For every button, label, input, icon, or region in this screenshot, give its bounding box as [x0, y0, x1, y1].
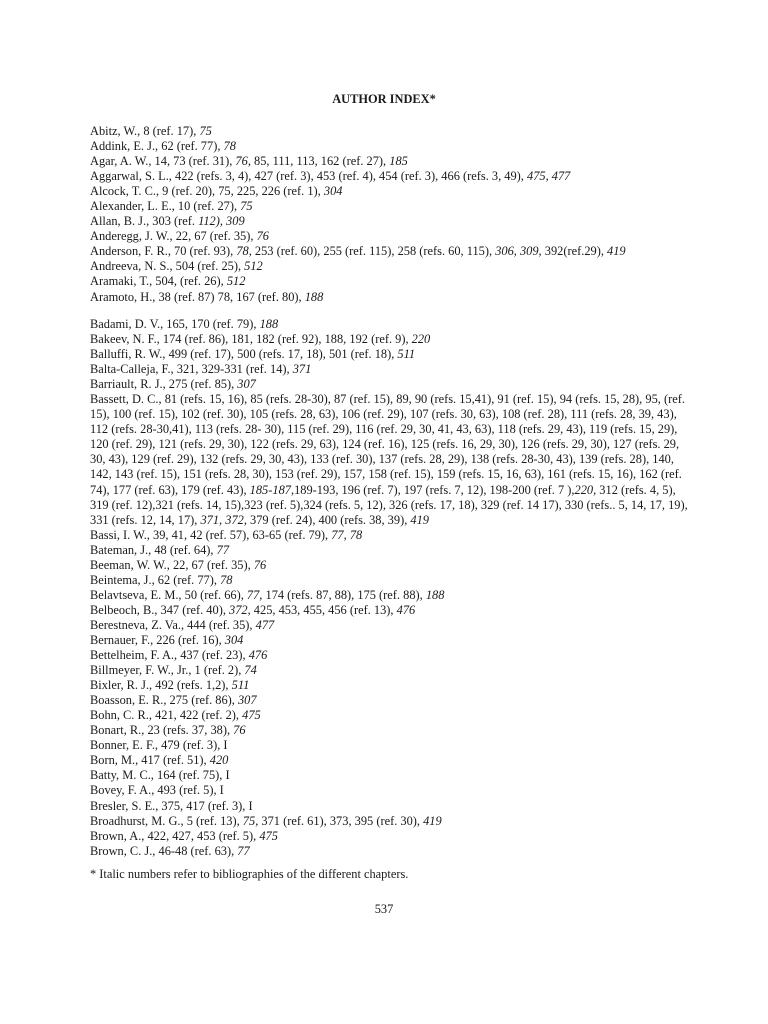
index-entry	[90, 317, 690, 332]
entry-text: Bonner, E. F., 479 (ref. 3), I	[90, 738, 228, 753]
italic-ref: 188	[259, 317, 279, 331]
entry-text: Bresler, S. E., 375, 417 (ref. 3), I	[90, 798, 253, 813]
entry-text: Alexander, L. E., 10 (ref. 27),	[90, 199, 241, 214]
index-entry	[90, 618, 690, 633]
entry-text: Aramaki, T., 504, (ref. 26),	[90, 274, 227, 289]
index-entry	[90, 229, 690, 244]
index-entry	[90, 377, 690, 392]
italic-ref: 76	[256, 229, 269, 244]
index-entry	[90, 558, 690, 573]
entry-text: , 379 (ref. 24), 400 (refs. 38, 39),	[243, 512, 411, 527]
italic-ref: 371	[292, 362, 312, 377]
index-entry	[90, 799, 690, 814]
italic-ref: 476	[396, 602, 416, 617]
entry-text: Bakeev, N. F., 174 (ref. 86), 181, 182 (ref. 92), 188, 192 (ref. 9),	[90, 332, 412, 347]
entry-text: Bateman, J., 48 (ref. 64),	[90, 542, 217, 557]
entry-text: , 174 (refs. 87, 88), 175 (ref. 88),	[259, 587, 426, 602]
entry-text: Born, M., 417 (ref. 51),	[90, 753, 210, 768]
entry-text: Anderson, F. R., 70 (ref. 93),	[90, 244, 237, 259]
entry-text: Aramoto, H., 38 (ref. 87) 78, 167 (ref. 80),	[90, 289, 305, 304]
italic-ref: 512	[226, 274, 246, 289]
index-entry	[90, 648, 690, 663]
index-entry	[90, 184, 690, 199]
index-entry	[90, 362, 690, 377]
italic-ref: 75	[199, 124, 212, 138]
entry-text: 392(ref.29),	[541, 244, 608, 259]
entry-text: Alcock, T. C., 9 (ref. 20), 75, 225, 226 (ref. 1),	[90, 184, 324, 199]
index-entry	[90, 154, 690, 169]
italic-ref: 372	[229, 602, 248, 617]
entry-text: , 85, 111, 113, 162 (ref. 27),	[247, 154, 390, 169]
entry-text: Bixler, R. J., 492 (refs. 1,2),	[90, 678, 232, 693]
entry-text: Brown, A., 422, 427, 453 (ref. 5),	[90, 828, 260, 843]
index-entry	[90, 274, 690, 289]
index-entry	[90, 633, 690, 648]
index-entry	[90, 573, 690, 588]
entry-text: Anderegg, J. W., 22, 67 (ref. 35),	[90, 229, 257, 244]
italic-ref: 511	[397, 347, 416, 362]
italic-ref: 77	[246, 587, 260, 602]
entry-text: Bassett, D. C., 81 (refs. 15, 16), 85 (refs. 28-30), 87 (ref. 15), 89, 90 (refs. 15,41), 91 (ref. 15), 94 (refs. 15, 28), 95, (ref. 15), 100 (ref. 15), 102 (ref. 30), 105 (refs. 28, 63), 106 (ref. 29), 107 (refs. 30, 63), 108 (ref. 28), 111 (refs. 28, 39, 43), 112 (refs. 28-30,41), 113 (refs. 28- 30), 115 (ref. 29), 116 (ref. 29, 30, 41, 43, 63), 118 (refs. 29, 43), 119 (refs. 15, 29), 120 (ref. 29), 121 (refs. 29, 30), 122 (refs. 29, 63), 124 (ref. 16), 125 (refs. 16, 29, 30), 126 (refs. 29, 30), 127 (refs. 29, 30, 43), 129 (ref. 29), 132 (refs. 29, 30, 43), 133 (ref. 30), 137 (refs. 28, 29), 138 (refs. 28-30, 43), 139 (refs. 28), 140, 142, 143 (ref. 15), 151 (refs. 28, 30), 153 (ref. 29), 157, 158 (ref. 15), 159 (refs. 15, 16, 63), 161 (refs. 15, 16), 162 (ref. 74), 177 (ref. 63), 179 (ref. 43),	[90, 392, 685, 497]
italic-ref: 477	[255, 617, 275, 632]
index-entry	[90, 259, 690, 274]
index-entry	[90, 543, 690, 558]
entry-text: Belavtseva, E. M., 50 (ref. 66),	[90, 587, 247, 602]
italic-ref: 419	[607, 244, 626, 259]
index-entry	[90, 693, 690, 708]
entry-text: Belbeoch, B., 347 (ref. 40),	[90, 602, 230, 617]
entry-text: Beintema, J., 62 (ref. 77),	[90, 572, 221, 587]
italic-ref: 475	[242, 708, 261, 723]
index-entry	[90, 588, 690, 603]
italic-ref: 77	[216, 542, 230, 557]
author-list-a	[90, 124, 690, 305]
entry-text: Aggarwal, S. L., 422 (refs. 3, 4), 427 (ref. 3), 453 (ref. 4), 454 (ref. 3), 466 (refs. 3, 49),	[90, 169, 527, 184]
index-entry	[90, 603, 690, 618]
index-entry	[90, 332, 690, 347]
italic-ref: 420	[209, 753, 229, 768]
entry-text: Addink, E. J., 62 (ref. 77),	[90, 139, 224, 154]
entry-text: Balta-Calleja, F., 321, 329-331 (ref. 14),	[90, 362, 293, 377]
italic-ref: 74	[244, 663, 257, 678]
entry-text: , 425, 453, 455, 456 (ref. 13),	[247, 602, 397, 617]
entry-text: , 253 (ref. 60), 255 (ref. 115), 258 (refs. 60, 115),	[248, 244, 496, 259]
entry-text: Bettelheim, F. A., 437 (ref. 23),	[90, 648, 249, 663]
index-entry	[90, 124, 690, 139]
index-entry	[90, 753, 690, 768]
italic-ref: 371, 372	[200, 512, 244, 527]
italic-ref: 476	[248, 648, 268, 663]
italic-ref: 185	[389, 154, 408, 169]
entry-text: Billmeyer, F. W., Jr., 1 (ref. 2),	[90, 663, 245, 678]
index-entry	[90, 829, 690, 844]
entry-text: Bovey, F. A., 493 (ref. 5), I	[90, 783, 224, 798]
entry-text: , 371 (ref. 61), 373, 395 (ref. 30),	[255, 813, 424, 828]
entry-text: ,189-193, 196 (ref. 7), 197 (refs. 7, 12), 198-200 (ref. 7 ),	[290, 482, 575, 497]
index-entry	[90, 139, 690, 154]
entry-text: Beeman, W. W., 22, 67 (ref. 35),	[90, 557, 254, 572]
entry-text: Barriault, R. J., 275 (ref. 85),	[90, 377, 238, 392]
italic-ref: 419	[423, 813, 442, 828]
entry-text: Agar, A. W., 14, 73 (ref. 31),	[90, 154, 236, 169]
index-entry	[90, 738, 690, 753]
index-entry	[90, 768, 690, 783]
italic-ref: 220,	[574, 482, 597, 497]
italic-ref: 76	[235, 154, 248, 169]
index-entry	[90, 214, 690, 229]
italic-ref: 75	[240, 199, 253, 214]
italic-ref: 185-187	[249, 482, 291, 497]
entry-text: Berestneva, Z. Va., 444 (ref. 35),	[90, 617, 256, 632]
entry-text: Bonart, R., 23 (refs. 37, 38),	[90, 723, 234, 738]
entry-text: Bassi, I. W., 39, 41, 42 (ref. 57), 63-65 (ref. 79),	[90, 527, 332, 542]
italic-ref: 304	[323, 184, 343, 199]
index-entry	[90, 392, 690, 527]
entry-text: Badami, D. V., 165, 170 (ref. 79),	[90, 317, 260, 331]
italic-ref: 76	[253, 557, 267, 572]
index-entry	[90, 663, 690, 678]
index-entry	[90, 347, 690, 362]
italic-ref: 511	[231, 678, 250, 693]
entry-text: Andreeva, N. S., 504 (ref. 25),	[90, 259, 245, 274]
italic-ref: 306, 309,	[495, 244, 542, 259]
italic-ref: 304	[224, 632, 244, 647]
entry-text: Bohn, C. R., 421, 422 (ref. 2),	[90, 708, 243, 723]
italic-ref: 188	[425, 587, 445, 602]
italic-ref: 307	[237, 377, 256, 392]
index-entry	[90, 169, 690, 184]
italic-ref: 188	[304, 289, 324, 304]
index-entry	[90, 844, 690, 859]
entry-text: Boasson, E. R., 275 (ref. 86),	[90, 693, 238, 708]
entry-text: Allan, B. J., 303 (ref.	[90, 214, 199, 229]
italic-ref: 75	[242, 813, 256, 828]
italic-ref: 475	[259, 828, 278, 843]
footnote: * Italic numbers refer to bibliographies of the different chapters.	[90, 867, 409, 881]
index-entry	[90, 528, 690, 543]
page-number: 537	[374, 902, 394, 916]
italic-ref: 307	[237, 693, 257, 708]
italic-ref: 512	[244, 259, 263, 274]
italic-ref: 77, 78	[331, 527, 363, 542]
entry-text: 312 (refs. 4, 5), 319 (ref. 12),321 (refs. 14, 15),323 (ref. 5),324 (refs. 5, 12), 326 (refs. 17, 18), 329 (ref. 14 17), 330 (refs.. 5, 14, 17, 19), 331 (refs. 12, 14, 17),	[90, 482, 688, 527]
entry-text: Bernauer, F., 226 (ref. 16),	[90, 632, 225, 647]
index-entry	[90, 783, 690, 798]
italic-ref: 475, 477	[527, 169, 571, 184]
italic-ref: 220	[411, 332, 431, 347]
entry-text: Abitz, W., 8 (ref. 17),	[90, 124, 200, 138]
index-entry	[90, 814, 690, 829]
italic-ref: 419	[410, 512, 429, 527]
italic-ref: 112), 309	[198, 214, 245, 229]
entry-text: Broadhurst, M. G., 5 (ref. 13),	[90, 813, 243, 828]
entry-text: Brown, C. J., 46-48 (ref. 63),	[90, 843, 238, 858]
italic-ref: 78	[223, 139, 236, 154]
italic-ref: 78	[220, 572, 233, 587]
italic-ref: 78	[236, 244, 249, 259]
entry-text: Batty, M. C., 164 (ref. 75), I	[90, 768, 230, 783]
entry-text: Balluffi, R. W., 499 (ref. 17), 500 (refs. 17, 18), 501 (ref. 18),	[90, 347, 398, 362]
index-entry	[90, 678, 690, 693]
italic-ref: 77	[237, 843, 250, 858]
index-entry	[90, 708, 690, 723]
index-entry	[90, 290, 690, 305]
index-entry	[90, 199, 690, 214]
page-title: AUTHOR INDEX*	[332, 92, 436, 106]
index-entry	[90, 244, 690, 259]
index-entry	[90, 723, 690, 738]
author-list-b	[90, 317, 690, 859]
italic-ref: 76	[233, 723, 246, 738]
